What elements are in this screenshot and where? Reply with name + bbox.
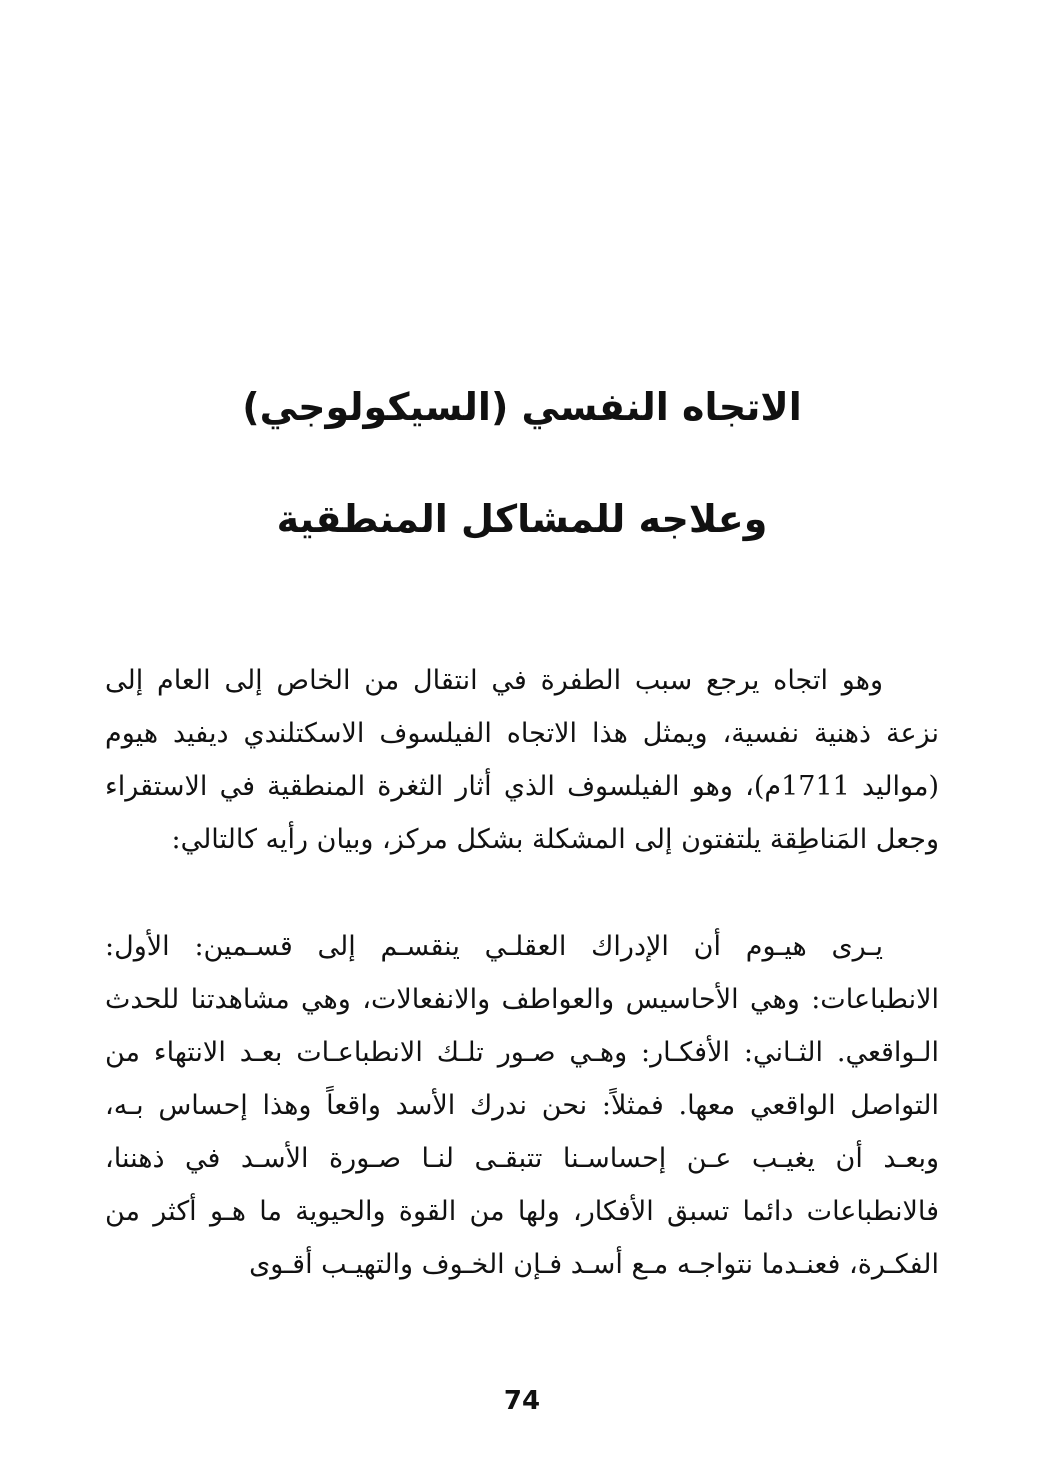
page-number: 74 (503, 1386, 541, 1416)
paragraph-intro: وهو اتجاه يرجع سبب الطفرة في انتقال من الخاص إلى العام إلى نزعة ذهنية نفسية، ويمثل هذا الاتجاه الفيلسوف الاسكتلندي ديفيد هيوم (مواليد 1711م)، وهو الفيلسوف الذي أثار الثغرة المنطقية في الاستقراء وجعل المَناطِقة يلتفتون إلى المشكلة بشكل مركز، وبيان رأيه كالتالي: (105, 665, 939, 855)
chapter-title-line-2: وعلاجه للمشاكل المنطقية (276, 497, 768, 541)
chapter-title-line-1: الاتجاه النفسي (السيكولوجي) (242, 385, 802, 429)
paragraph-hume-view: يـرى هيـوم أن الإدراك العقلـي ينقسـم إلى قسـمين: الأول: الانطباعات: وهي الأحاسيس والعواطف والانفعالات، وهي مشاهدتنا للحدث الـواقعي. الثـاني: الأفكـار: وهـي صـور تلـك الانطباعـات بعـد الانتهاء من التواصل الواقعي معها. فمثلاً: نحن ندرك الأسد واقعاً وهذا إحساس بـه، وبعـد أن يغيـب عـن إحساسـنا تتبقـى لنـا صـورة الأسـد في ذهننا، فالانطباعات دائما تسبق الأفكار، ولها من القوة والحيوية ما هـو أكثر من الفكـرة، فعنـدما نتواجـه مـع أسـد فـإن الخـوف والتهيـب أقـوى (105, 931, 939, 1280)
